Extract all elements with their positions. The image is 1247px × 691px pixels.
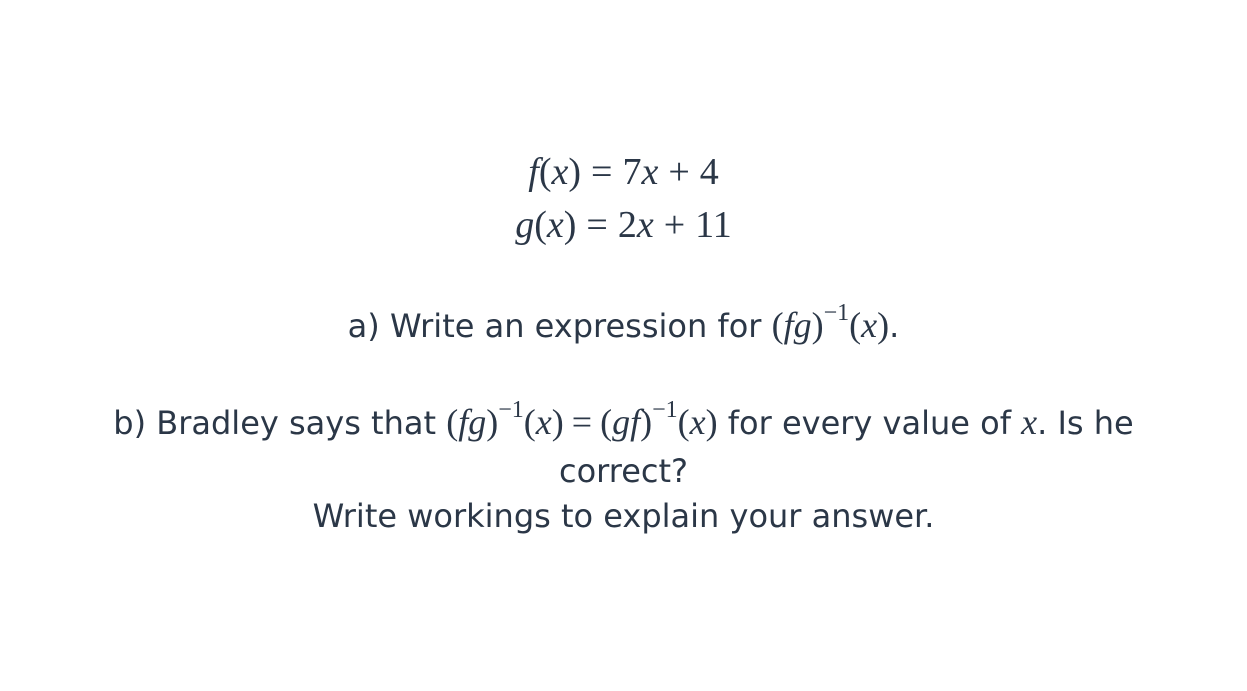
qb-right-exp: −1 bbox=[652, 397, 678, 423]
question-b-prefix: b) Bradley says that bbox=[113, 404, 437, 442]
qa-func: fg bbox=[783, 305, 812, 345]
question-b-ask: . Is he bbox=[1037, 404, 1134, 442]
question-b-equation: (fg)$^{-1}$(x) = (gf)$^{-1}$(x) bbox=[446, 397, 718, 442]
qb-right-arg: x bbox=[689, 402, 706, 442]
question-a-expression: (fg)$^{-1}$(x) bbox=[771, 300, 890, 345]
question-b-line3: Write workings to explain your answer. bbox=[312, 497, 935, 535]
g-name: g bbox=[515, 204, 535, 246]
question-a bbox=[0, 300, 1247, 346]
f-const: 4 bbox=[699, 151, 719, 193]
f-var: x bbox=[641, 151, 659, 193]
question-a-label: a) Write an expression for bbox=[347, 307, 762, 345]
qb-left-func: fg bbox=[458, 402, 487, 442]
qb-left-arg: x bbox=[535, 402, 552, 442]
g-arg: x bbox=[546, 204, 564, 246]
question-b-line2: correct? bbox=[558, 452, 689, 490]
qa-exponent: −1 bbox=[823, 300, 850, 326]
qb-right-func: gf bbox=[612, 402, 641, 442]
question-b-var: x bbox=[1021, 402, 1038, 442]
g-coef: 2 bbox=[617, 204, 637, 246]
equation-f: f(x) = 7x + 4 bbox=[528, 151, 719, 193]
question-a-suffix: . bbox=[889, 307, 900, 345]
g-const: 11 bbox=[695, 204, 732, 246]
qb-left-exp: −1 bbox=[498, 397, 524, 423]
question-b-middle: for every value of bbox=[727, 404, 1011, 442]
equation-g: g(x) = 2x + 11 bbox=[515, 204, 732, 246]
f-name: f bbox=[528, 151, 539, 193]
question-b-line1 bbox=[0, 397, 1247, 443]
qa-arg: x bbox=[861, 305, 878, 345]
f-coef: 7 bbox=[622, 151, 642, 193]
f-arg: x bbox=[551, 151, 569, 193]
g-var: x bbox=[636, 204, 654, 246]
